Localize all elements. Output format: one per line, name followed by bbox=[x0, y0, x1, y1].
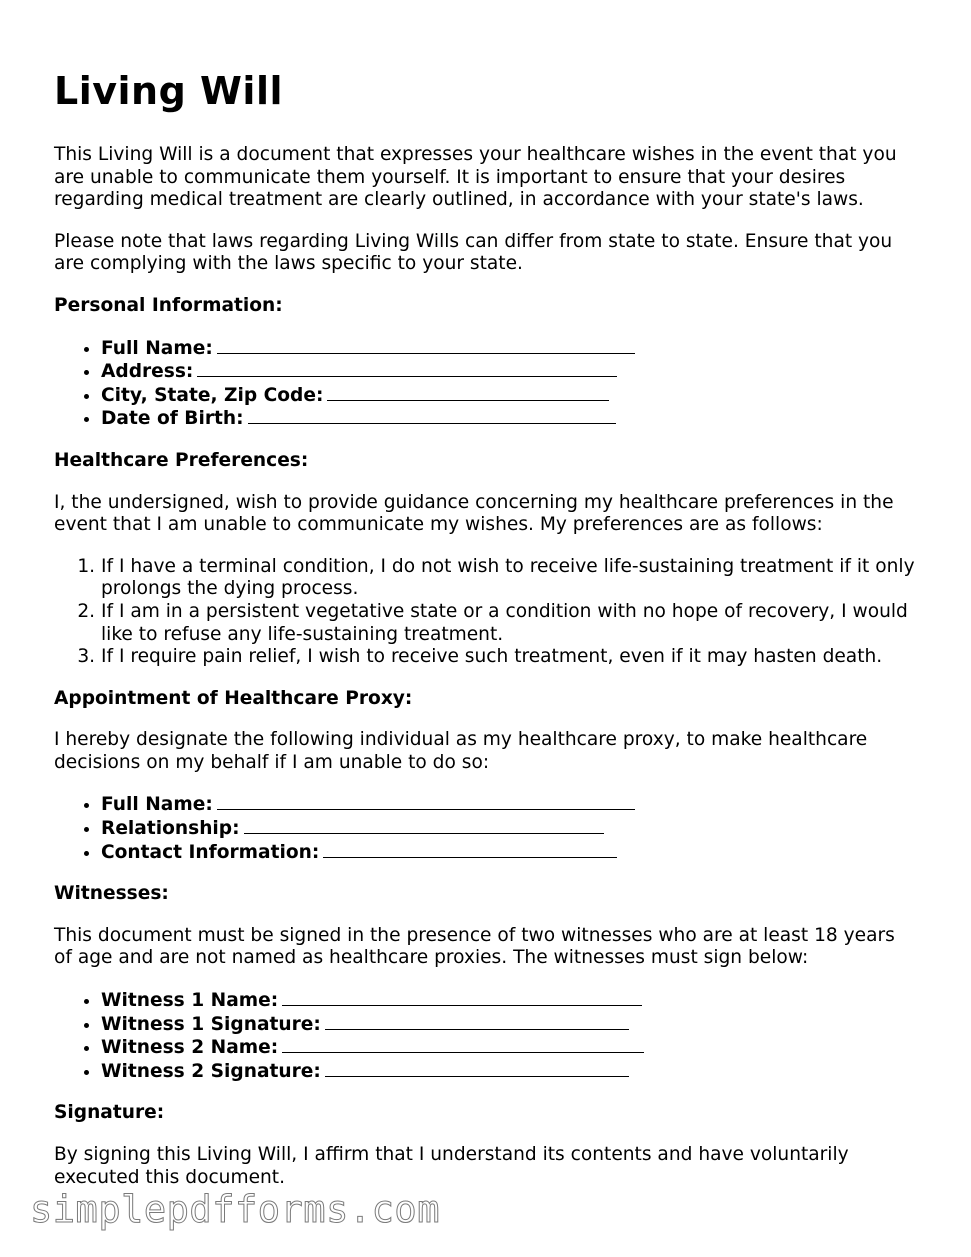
page-title: Living Will bbox=[54, 69, 284, 113]
preferences-list bbox=[54, 556, 916, 669]
field-label: Full Name: bbox=[101, 337, 213, 359]
fill-line[interactable] bbox=[282, 989, 642, 1006]
field-proxy-relationship bbox=[101, 817, 916, 841]
field-label: Witness 2 Signature: bbox=[101, 1060, 321, 1082]
document-page bbox=[54, 64, 916, 1208]
field-proxy-full-name bbox=[101, 793, 916, 817]
field-label: Address: bbox=[101, 361, 194, 383]
field-date-of-birth bbox=[101, 407, 916, 431]
fill-line[interactable] bbox=[282, 1036, 644, 1053]
fill-line[interactable] bbox=[327, 384, 609, 401]
field-label: Relationship: bbox=[101, 818, 240, 840]
field-witness-2-name bbox=[101, 1036, 916, 1060]
witnesses-list bbox=[54, 989, 916, 1083]
field-label: City, State, Zip Code: bbox=[101, 384, 324, 406]
fill-line[interactable] bbox=[323, 841, 617, 858]
fill-line[interactable] bbox=[217, 337, 635, 354]
healthcare-preferences-heading: Healthcare Preferences: bbox=[54, 449, 309, 471]
field-label: Witness 1 Signature: bbox=[101, 1013, 321, 1035]
field-label: Witness 2 Name: bbox=[101, 1037, 279, 1059]
healthcare-proxy-heading: Appointment of Healthcare Proxy: bbox=[54, 687, 413, 709]
fill-line[interactable] bbox=[325, 1013, 629, 1030]
signature-heading: Signature: bbox=[54, 1102, 165, 1124]
field-city-state-zip bbox=[101, 384, 916, 408]
fill-line[interactable] bbox=[325, 1060, 629, 1077]
field-label: Witness 1 Name: bbox=[101, 990, 279, 1012]
proxy-intro: I hereby designate the following individual as my healthcare proxy, to make healthcare decisions on my behalf if I am unable to do so: bbox=[54, 729, 868, 773]
field-label: Date of Birth: bbox=[101, 408, 244, 430]
fill-line[interactable] bbox=[217, 793, 635, 810]
preferences-intro: I, the undersigned, wish to provide guidance concerning my healthcare preferences in the event that I am unable to communicate my wishes. My preferences are as follows: bbox=[54, 491, 894, 536]
field-proxy-contact bbox=[101, 841, 916, 865]
personal-info-heading: Personal Information: bbox=[54, 294, 283, 316]
personal-info-list bbox=[54, 337, 916, 431]
preference-item: 2. If I am in a persistent vegetative state or a condition with no hope of recovery, I would like to refuse any life-sustaining treatment. bbox=[101, 601, 916, 646]
field-full-name bbox=[101, 337, 916, 361]
preference-item: 1. If I have a terminal condition, I do not wish to receive life-sustaining treatment if it only prolongs the dying process. bbox=[101, 556, 916, 601]
signature-text: By signing this Living Will, I affirm that I understand its contents and have voluntarily executed this document. bbox=[54, 1144, 849, 1188]
proxy-list bbox=[54, 793, 916, 864]
field-address bbox=[101, 360, 916, 384]
field-witness-1-name bbox=[101, 989, 916, 1013]
field-witness-2-signature bbox=[101, 1060, 916, 1084]
field-witness-1-signature bbox=[101, 1013, 916, 1037]
watermark-text: simplepdfforms.com bbox=[30, 1188, 440, 1231]
fill-line[interactable] bbox=[197, 360, 617, 377]
intro-paragraph-1: This Living Will is a document that expresses your healthcare wishes in the event that you are unable to communicate them yourself. It is important to ensure that your desires regarding medical treatment are clearly outlined, in accordance with your state's laws. bbox=[54, 144, 897, 211]
intro-paragraph-2: Please note that laws regarding Living Wills can differ from state to state. Ensure that you are complying with the laws specific to your state. bbox=[54, 230, 893, 275]
field-label: Full Name: bbox=[101, 794, 213, 816]
witnesses-intro: This document must be signed in the presence of two witnesses who are at least 18 years of age and are not named as healthcare proxies. The witnesses must sign below: bbox=[54, 924, 895, 969]
field-label: Contact Information: bbox=[101, 841, 320, 863]
fill-line[interactable] bbox=[244, 817, 604, 834]
fill-line[interactable] bbox=[248, 407, 616, 424]
witnesses-heading: Witnesses: bbox=[54, 883, 169, 905]
preference-item: 3. If I require pain relief, I wish to receive such treatment, even if it may hasten death. bbox=[101, 646, 916, 669]
